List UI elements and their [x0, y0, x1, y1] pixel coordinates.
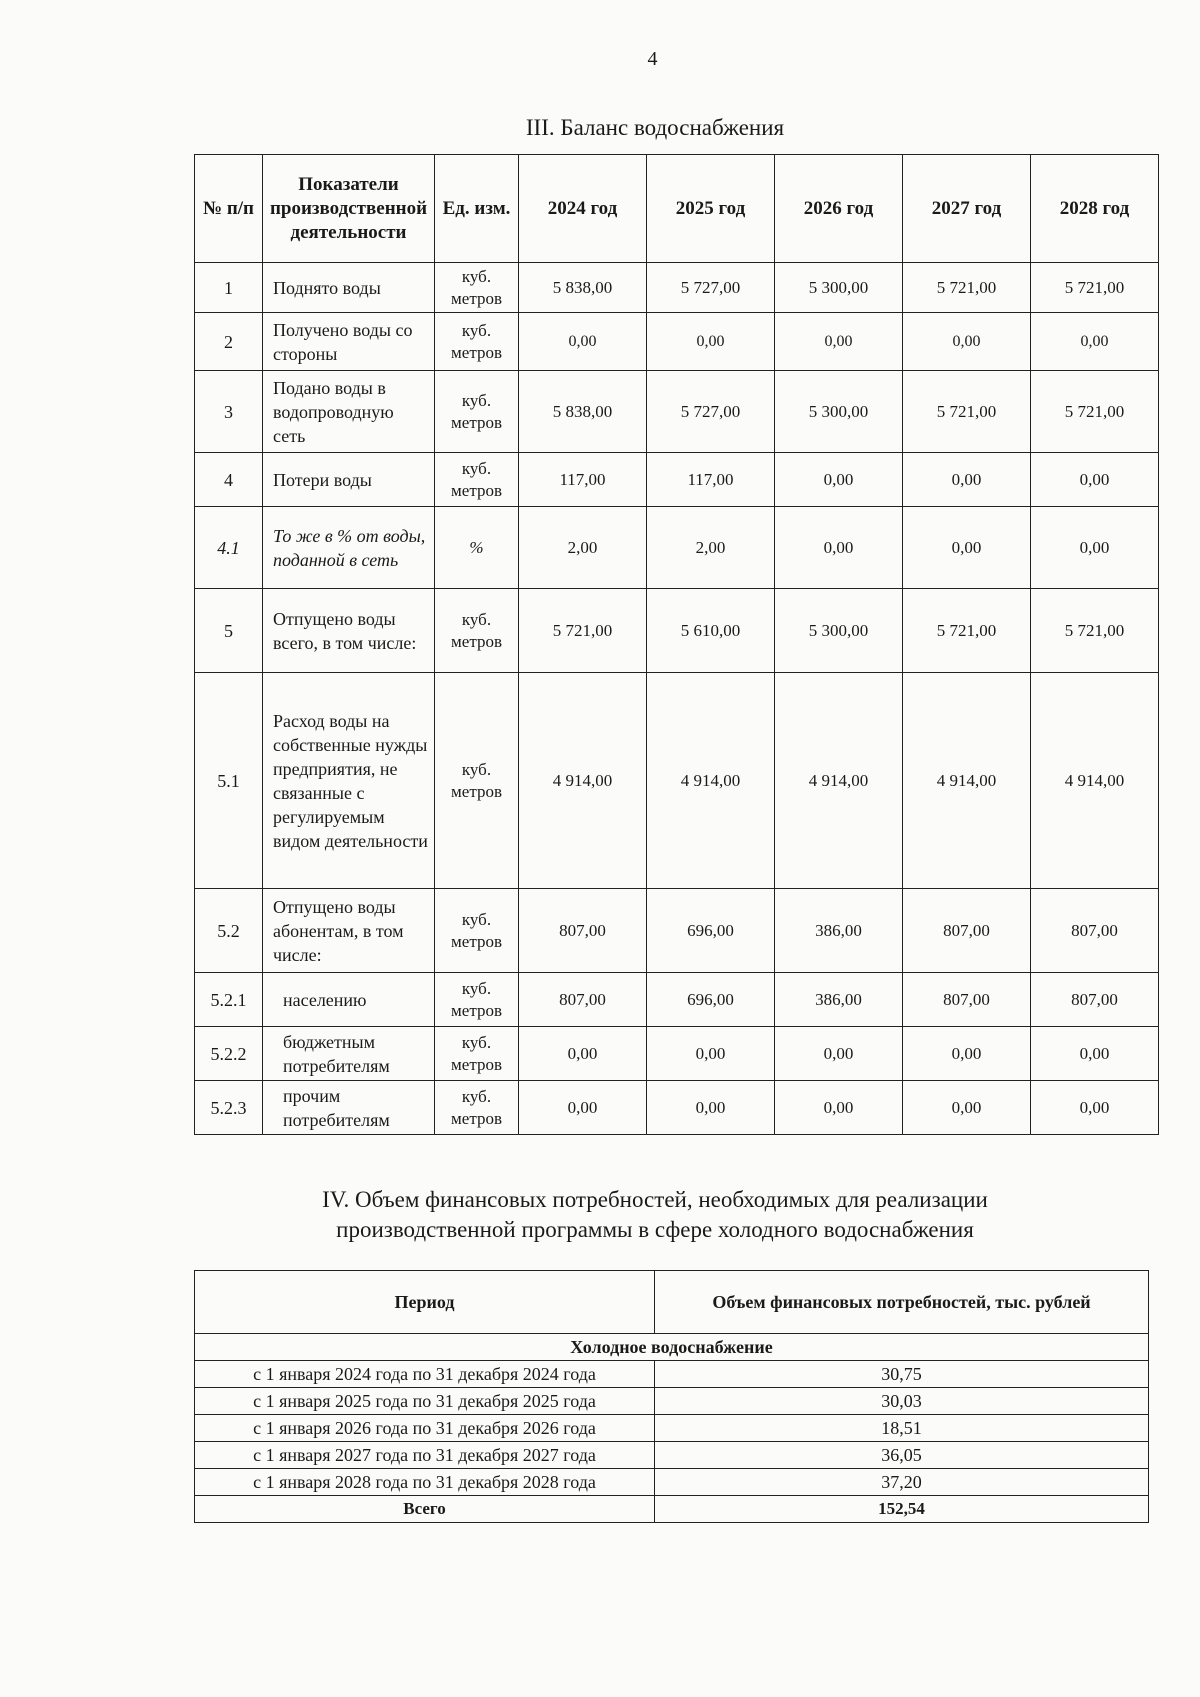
row-value: 0,00: [519, 1027, 647, 1081]
row-value: 0,00: [1031, 453, 1159, 507]
row-value: 696,00: [647, 973, 775, 1027]
row-number: 5.2.1: [195, 973, 263, 1027]
total-row: [195, 1496, 1149, 1523]
table-row: [195, 889, 1159, 973]
financial-needs-table: [194, 1270, 1149, 1523]
col-header-period: Период: [195, 1271, 655, 1334]
row-number: 4.1: [195, 507, 263, 589]
row-value: 0,00: [519, 313, 647, 371]
row-unit: куб. метров: [435, 313, 519, 371]
row-unit: куб. метров: [435, 263, 519, 313]
table-row: [195, 589, 1159, 673]
row-value: 807,00: [903, 889, 1031, 973]
row-value: 30,03: [655, 1388, 1149, 1415]
row-value: 0,00: [903, 453, 1031, 507]
row-value: 18,51: [655, 1415, 1149, 1442]
row-value: 0,00: [775, 1081, 903, 1135]
table-header-row: [195, 155, 1159, 263]
row-value: 5 838,00: [519, 371, 647, 453]
row-value: 5 838,00: [519, 263, 647, 313]
row-indicator: Отпущено воды всего, в том числе:: [263, 589, 435, 673]
row-value: 0,00: [903, 1027, 1031, 1081]
row-value: 5 300,00: [775, 371, 903, 453]
section-3-title: III. Баланс водоснабжения: [525, 115, 785, 140]
row-number: 2: [195, 313, 263, 371]
row-value: 696,00: [647, 889, 775, 973]
table-row: [195, 1361, 1149, 1388]
row-value: 4 914,00: [1031, 673, 1159, 889]
row-value: 5 721,00: [1031, 371, 1159, 453]
row-number: 5: [195, 589, 263, 673]
table-row: [195, 1388, 1149, 1415]
row-value: 0,00: [1031, 507, 1159, 589]
col-header-year: 2027 год: [903, 155, 1031, 263]
col-header-unit: Ед. изм.: [435, 155, 519, 263]
row-value: 0,00: [775, 507, 903, 589]
row-indicator: То же в % от воды, поданной в сеть: [263, 507, 435, 589]
table-row: [195, 313, 1159, 371]
row-unit: куб. метров: [435, 589, 519, 673]
row-number: 5.2.2: [195, 1027, 263, 1081]
col-header-year: 2028 год: [1031, 155, 1159, 263]
row-value: 2,00: [519, 507, 647, 589]
row-value: 0,00: [647, 1081, 775, 1135]
row-value: 0,00: [775, 1027, 903, 1081]
col-header-indicator: Показатели производственной деятельности: [263, 155, 435, 263]
row-value: 117,00: [647, 453, 775, 507]
row-unit: куб. метров: [435, 1027, 519, 1081]
row-value: 5 300,00: [775, 589, 903, 673]
col-header-num: № п/п: [195, 155, 263, 263]
row-indicator: Поднято воды: [263, 263, 435, 313]
row-number: 4: [195, 453, 263, 507]
row-value: 5 721,00: [903, 589, 1031, 673]
row-unit: куб. метров: [435, 453, 519, 507]
table-row: [195, 1027, 1159, 1081]
row-indicator: Расход воды на собственные нужды предприятия, не связанные с регулируемым видом деятельности: [263, 673, 435, 889]
row-value: 30,75: [655, 1361, 1149, 1388]
row-number: 5.1: [195, 673, 263, 889]
table-row: [195, 371, 1159, 453]
table-row: [195, 507, 1159, 589]
row-value: 807,00: [1031, 973, 1159, 1027]
row-value: 807,00: [903, 973, 1031, 1027]
section-4-title-line2: производственной программы в сфере холодного водоснабжения: [336, 1217, 974, 1242]
row-value: 0,00: [519, 1081, 647, 1135]
row-unit: куб. метров: [435, 973, 519, 1027]
row-period: с 1 января 2026 года по 31 декабря 2026 года: [195, 1415, 655, 1442]
row-number: 5.2.3: [195, 1081, 263, 1135]
row-value: 4 914,00: [647, 673, 775, 889]
row-period: с 1 января 2028 года по 31 декабря 2028 года: [195, 1469, 655, 1496]
row-value: 0,00: [1031, 1081, 1159, 1135]
row-unit: куб. метров: [435, 371, 519, 453]
row-value: 807,00: [519, 973, 647, 1027]
row-value: 2,00: [647, 507, 775, 589]
row-indicator: прочим потребителям: [263, 1081, 435, 1135]
row-value: 5 727,00: [647, 263, 775, 313]
col-header-year: 2024 год: [519, 155, 647, 263]
row-value: 386,00: [775, 973, 903, 1027]
section-4-title: [195, 1185, 1115, 1245]
table-row: [195, 1442, 1149, 1469]
table-row: [195, 1469, 1149, 1496]
table-row: [195, 973, 1159, 1027]
row-value: 0,00: [903, 507, 1031, 589]
row-period: с 1 января 2024 года по 31 декабря 2024 года: [195, 1361, 655, 1388]
row-value: 386,00: [775, 889, 903, 973]
table-header-row: [195, 1271, 1149, 1334]
row-value: 5 610,00: [647, 589, 775, 673]
total-value: 152,54: [655, 1496, 1149, 1523]
section-4-title-line1: IV. Объем финансовых потребностей, необходимых для реализации: [322, 1187, 988, 1212]
row-value: 0,00: [1031, 1027, 1159, 1081]
row-period: с 1 января 2027 года по 31 декабря 2027 года: [195, 1442, 655, 1469]
row-value: 4 914,00: [903, 673, 1031, 889]
row-value: 0,00: [903, 313, 1031, 371]
page-number: 4: [647, 48, 658, 70]
row-indicator: бюджетным потребителям: [263, 1027, 435, 1081]
col-header-volume: Объем финансовых потребностей, тыс. рублей: [655, 1271, 1149, 1334]
group-label: Холодное водоснабжение: [195, 1334, 1149, 1361]
row-value: 5 721,00: [1031, 263, 1159, 313]
row-value: 5 727,00: [647, 371, 775, 453]
row-value: 5 721,00: [519, 589, 647, 673]
row-indicator: Потери воды: [263, 453, 435, 507]
table-row: [195, 1415, 1149, 1442]
col-header-year: 2026 год: [775, 155, 903, 263]
row-value: 5 721,00: [903, 371, 1031, 453]
row-unit: %: [435, 507, 519, 589]
table-row: [195, 263, 1159, 313]
row-number: 1: [195, 263, 263, 313]
row-unit: куб. метров: [435, 889, 519, 973]
row-indicator: Отпущено воды абонентам, в том числе:: [263, 889, 435, 973]
row-unit: куб. метров: [435, 673, 519, 889]
row-indicator: населению: [263, 973, 435, 1027]
row-period: с 1 января 2025 года по 31 декабря 2025 года: [195, 1388, 655, 1415]
total-label: Всего: [195, 1496, 655, 1523]
row-value: 5 300,00: [775, 263, 903, 313]
water-balance-table: [194, 154, 1159, 1135]
row-number: 3: [195, 371, 263, 453]
row-unit: куб. метров: [435, 1081, 519, 1135]
row-indicator: Подано воды в водопроводную сеть: [263, 371, 435, 453]
row-value: 807,00: [1031, 889, 1159, 973]
row-value: 4 914,00: [519, 673, 647, 889]
table-row: [195, 673, 1159, 889]
row-number: 5.2: [195, 889, 263, 973]
row-value: 5 721,00: [1031, 589, 1159, 673]
row-value: 4 914,00: [775, 673, 903, 889]
row-value: 0,00: [647, 313, 775, 371]
col-header-year: 2025 год: [647, 155, 775, 263]
row-value: 36,05: [655, 1442, 1149, 1469]
table-row: [195, 1081, 1159, 1135]
group-row: [195, 1334, 1149, 1361]
row-value: 0,00: [647, 1027, 775, 1081]
row-value: 807,00: [519, 889, 647, 973]
row-value: 37,20: [655, 1469, 1149, 1496]
row-value: 0,00: [1031, 313, 1159, 371]
row-value: 117,00: [519, 453, 647, 507]
row-value: 0,00: [903, 1081, 1031, 1135]
table-row: [195, 453, 1159, 507]
row-value: 0,00: [775, 313, 903, 371]
row-indicator: Получено воды со стороны: [263, 313, 435, 371]
row-value: 5 721,00: [903, 263, 1031, 313]
row-value: 0,00: [775, 453, 903, 507]
